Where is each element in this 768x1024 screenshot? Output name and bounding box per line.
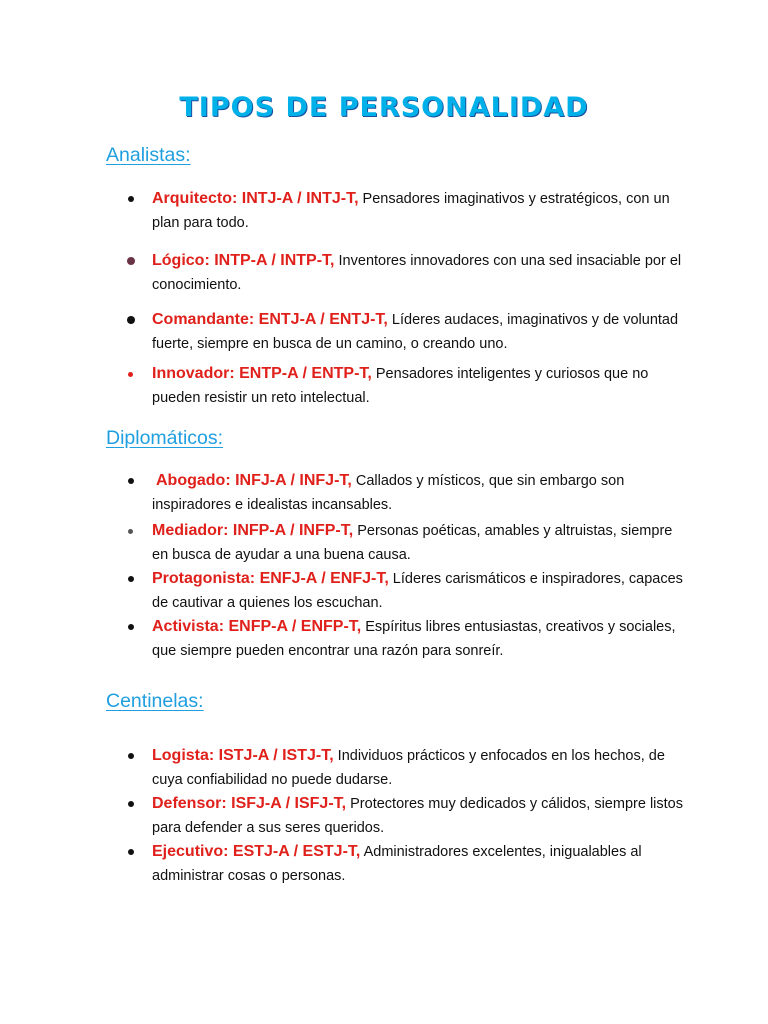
list-item xyxy=(0,469,768,517)
bullet-icon xyxy=(128,624,134,630)
item-text: Callados y místicos, que sin embargo son inspiradores e idealistas incansables. xyxy=(152,473,625,513)
section-heading-analistas: Analistas: xyxy=(106,144,191,166)
list-item xyxy=(0,792,768,840)
list-item xyxy=(0,615,768,663)
bullet-icon xyxy=(128,478,134,484)
list-item xyxy=(0,308,768,356)
item-label: Activista: ENFP-A / ENFP-T, xyxy=(152,618,362,635)
list-item xyxy=(0,567,768,615)
item-text: Protectores muy dedicados y cálidos, siempre listos para defender a sus seres queridos. xyxy=(152,796,683,836)
item-label: Protagonista: ENFJ-A / ENFJ-T, xyxy=(152,570,389,587)
item-label: Lógico: INTP-A / INTP-T, xyxy=(152,252,335,269)
list-item xyxy=(0,519,768,567)
item-label: Mediador: INFP-A / INFP-T, xyxy=(152,522,354,539)
list-item xyxy=(0,187,768,235)
bullet-icon xyxy=(128,753,134,759)
item-text: Individuos prácticos y enfocados en los hechos, de cuya confiabilidad no puede dudarse. xyxy=(152,748,665,788)
bullet-icon xyxy=(128,801,134,807)
item-label: Comandante: ENTJ-A / ENTJ-T, xyxy=(152,311,388,328)
item-text: Inventores innovadores con una sed insaciable por el conocimiento. xyxy=(152,253,682,293)
item-text: Espíritus libres entusiastas, creativos y sociales, que siempre pueden encontrar una razón para sonreír. xyxy=(152,619,676,659)
bullet-icon xyxy=(128,372,133,377)
item-label: Logista: ISTJ-A / ISTJ-T, xyxy=(152,747,334,764)
item-label: Innovador: ENTP-A / ENTP-T, xyxy=(152,365,372,382)
item-text: Pensadores inteligentes y curiosos que no pueden resistir un reto intelectual. xyxy=(152,366,649,406)
list-item xyxy=(0,840,768,888)
section-heading-diplomaticos: Diplomáticos: xyxy=(106,427,224,449)
item-label: Abogado: INFJ-A / INFJ-T, xyxy=(156,472,352,489)
item-text: Administradores excelentes, inigualables al administrar cosas o personas. xyxy=(152,844,642,884)
bullet-icon xyxy=(127,257,135,265)
section-heading-centinelas: Centinelas: xyxy=(106,690,204,712)
bullet-icon xyxy=(128,196,134,202)
bullet-icon xyxy=(128,849,134,855)
list-item xyxy=(0,362,768,410)
list-item xyxy=(0,249,768,297)
item-text: Personas poéticas, amables y altruistas, siempre en busca de ayudar a una buena causa. xyxy=(152,523,673,563)
bullet-icon xyxy=(128,576,134,582)
item-text: Líderes carismáticos e inspiradores, capaces de cautivar a quienes los escuchan. xyxy=(152,571,683,611)
list-item xyxy=(0,744,768,792)
item-label: Defensor: ISFJ-A / ISFJ-T, xyxy=(152,795,347,812)
item-text: Líderes audaces, imaginativos y de voluntad fuerte, siempre en busca de un camino, o creando uno. xyxy=(152,312,679,352)
item-label: Ejecutivo: ESTJ-A / ESTJ-T, xyxy=(152,843,361,860)
list-centinelas xyxy=(0,744,768,888)
list-analistas xyxy=(0,187,768,410)
bullet-icon xyxy=(127,316,135,324)
page-title: TIPOS DE PERSONALIDAD xyxy=(179,92,589,123)
item-label: Arquitecto: INTJ-A / INTJ-T, xyxy=(152,190,359,207)
list-diplomaticos xyxy=(0,469,768,663)
item-text: Pensadores imaginativos y estratégicos, con un plan para todo. xyxy=(152,191,670,231)
bullet-icon xyxy=(128,529,133,534)
